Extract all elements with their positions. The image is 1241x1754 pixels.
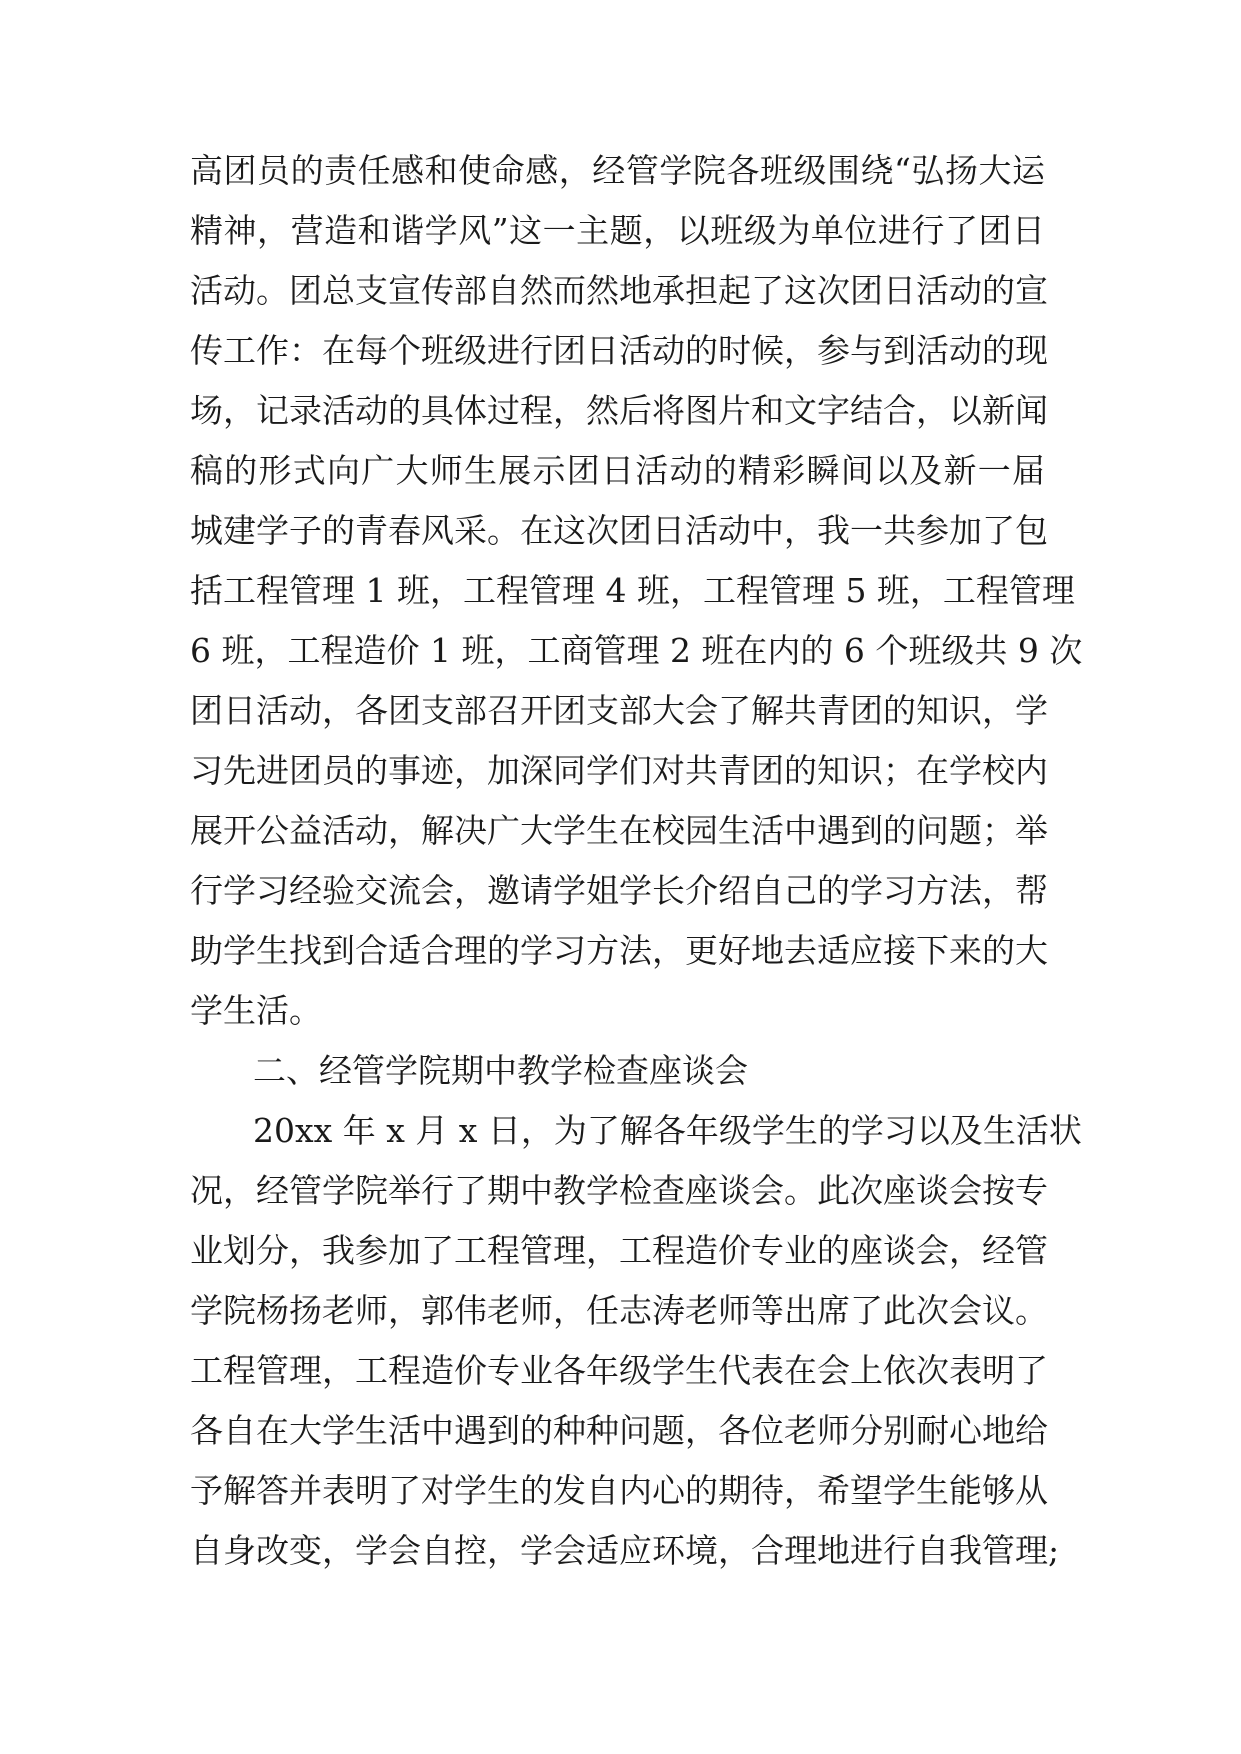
text-line: 团日活动，各团支部召开团支部大会了解共青团的知识，学 <box>190 691 1048 730</box>
text-line: 况，经管学院举行了期中教学检查座谈会。此次座谈会按专 <box>190 1171 1048 1210</box>
text-line: 城建学子的青春风采。在这次团日活动中，我一共参加了包 <box>190 511 1048 550</box>
text-line: 20xx 年 x 月 x 日，为了解各年级学生的学习以及生活状 <box>253 1111 1082 1150</box>
text-line: 行学习经验交流会，邀请学姐学长介绍自己的学习方法，帮 <box>190 871 1048 910</box>
text-line: 场，记录活动的具体过程，然后将图片和文字结合，以新闻 <box>190 391 1048 430</box>
text-line: 各自在大学生活中遇到的种种问题，各位老师分别耐心地给 <box>190 1411 1048 1450</box>
text-line: 学生活。 <box>190 991 322 1030</box>
text-line: 精神，营造和谐学风”这一主题，以班级为单位进行了团日 <box>190 211 1045 250</box>
text-line: 高团员的责任感和使命感，经管学院各班级围绕“弘扬大运 <box>190 151 1045 190</box>
section-heading: 二、经管学院期中教学检查座谈会 <box>253 1051 748 1090</box>
text-line: 习先进团员的事迹，加深同学们对共青团的知识；在学校内 <box>190 751 1048 790</box>
text-line: 稿的形式向广大师生展示团日活动的精彩瞬间以及新一届 <box>190 451 1045 490</box>
text-line: 括工程管理 1 班，工程管理 4 班，工程管理 5 班，工程管理 <box>190 571 1075 610</box>
text-line: 工程管理，工程造价专业各年级学生代表在会上依次表明了 <box>190 1351 1048 1390</box>
text-line: 活动。团总支宣传部自然而然地承担起了这次团日活动的宣 <box>190 271 1048 310</box>
text-line: 学院杨扬老师，郭伟老师，任志涛老师等出席了此次会议。 <box>190 1291 1048 1330</box>
text-line: 6 班，工程造价 1 班，工商管理 2 班在内的 6 个班级共 9 次 <box>190 631 1083 670</box>
text-line: 业划分，我参加了工程管理，工程造价专业的座谈会，经管 <box>190 1231 1048 1270</box>
text-line: 展开公益活动，解决广大学生在校园生活中遇到的问题；举 <box>190 811 1048 850</box>
text-line: 助学生找到合适合理的学习方法，更好地去适应接下来的大 <box>190 931 1048 970</box>
text-line: 予解答并表明了对学生的发自内心的期待，希望学生能够从 <box>190 1471 1048 1510</box>
text-line: 传工作：在每个班级进行团日活动的时候，参与到活动的现 <box>190 331 1048 370</box>
text-line: 自身改变，学会自控，学会适应环境，合理地进行自我管理; <box>190 1531 1060 1570</box>
